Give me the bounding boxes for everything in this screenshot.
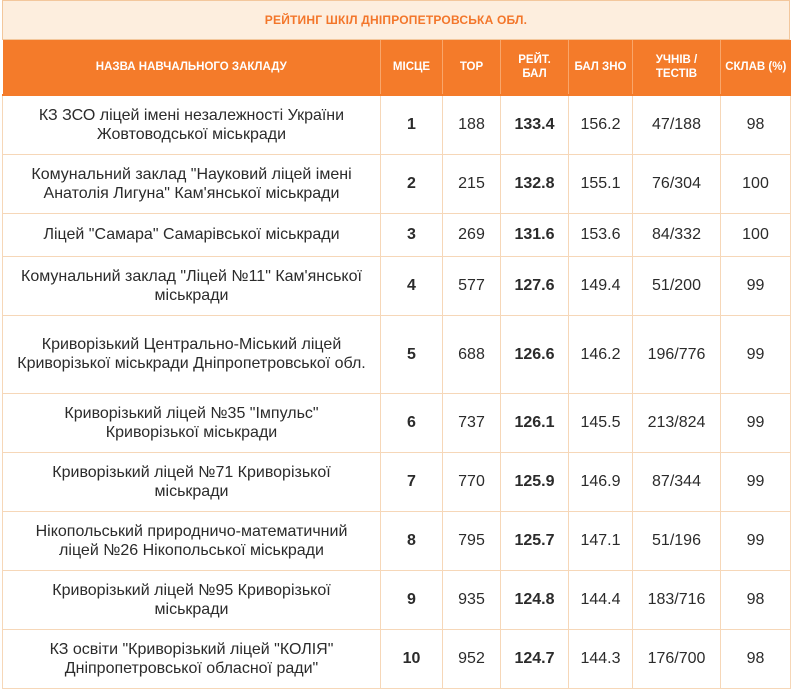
place-cell: 6 (381, 393, 443, 452)
header-top: ТОР (443, 40, 501, 95)
zno-cell: 147.1 (569, 511, 633, 570)
students-cell: 47/188 (633, 95, 721, 154)
school-name: Криворізький ліцей №95 Криворізької міськради (3, 570, 381, 629)
passed-cell: 99 (721, 256, 791, 315)
students-cell: 87/344 (633, 452, 721, 511)
top-cell: 737 (443, 393, 501, 452)
table-row (3, 256, 791, 315)
passed-cell: 99 (721, 315, 791, 393)
top-cell: 795 (443, 511, 501, 570)
rating-cell: 132.8 (501, 154, 569, 213)
zno-cell: 149.4 (569, 256, 633, 315)
school-name: КЗ освіти "Криворізький ліцей "КОЛІЯ" Дніпропетровської обласної ради" (3, 629, 381, 688)
students-cell: 51/200 (633, 256, 721, 315)
header-name: НАЗВА НАВЧАЛЬНОГО ЗАКЛАДУ (3, 40, 381, 95)
top-cell: 770 (443, 452, 501, 511)
students-cell: 196/776 (633, 315, 721, 393)
place-cell: 4 (381, 256, 443, 315)
place-cell: 3 (381, 213, 443, 256)
header-zno: БАЛ ЗНО (569, 40, 633, 95)
rating-cell: 133.4 (501, 95, 569, 154)
zno-cell: 153.6 (569, 213, 633, 256)
school-name: Криворізький ліцей №35 "Імпульс" Криворізької міськради (3, 393, 381, 452)
table-row (3, 154, 791, 213)
school-name: Нікопольський природничо-математичний ліцей №26 Нікопольської міськради (3, 511, 381, 570)
place-cell: 8 (381, 511, 443, 570)
students-cell: 183/716 (633, 570, 721, 629)
place-cell: 9 (381, 570, 443, 629)
header-passed: СКЛАВ (%) (721, 40, 791, 95)
table-row (3, 511, 791, 570)
top-cell: 269 (443, 213, 501, 256)
table-row (3, 393, 791, 452)
school-name: КЗ ЗСО ліцей імені незалежності України Жовтоводської міськради (3, 95, 381, 154)
table-row (3, 570, 791, 629)
header-row (3, 40, 791, 95)
place-cell: 5 (381, 315, 443, 393)
school-name: Криворізький Центрально-Міський ліцей Криворізької міськради Дніпропетровської обл. (3, 315, 381, 393)
zno-cell: 155.1 (569, 154, 633, 213)
rating-cell: 127.6 (501, 256, 569, 315)
passed-cell: 99 (721, 393, 791, 452)
place-cell: 1 (381, 95, 443, 154)
zno-cell: 156.2 (569, 95, 633, 154)
school-name: Комунальний заклад "Науковий ліцей імені Анатолія Лигуна" Кам'янської міськради (3, 154, 381, 213)
students-cell: 213/824 (633, 393, 721, 452)
table-title: РЕЙТИНГ ШКІЛ ДНІПРОПЕТРОВСЬКА ОБЛ. (2, 0, 790, 40)
top-cell: 952 (443, 629, 501, 688)
header-place: МІСЦЕ (381, 40, 443, 95)
rating-cell: 131.6 (501, 213, 569, 256)
zno-cell: 146.2 (569, 315, 633, 393)
place-cell: 10 (381, 629, 443, 688)
rating-cell: 124.7 (501, 629, 569, 688)
rating-cell: 125.7 (501, 511, 569, 570)
top-cell: 188 (443, 95, 501, 154)
rating-table-widget (2, 0, 790, 689)
school-name: Криворізький ліцей №71 Криворізької міськради (3, 452, 381, 511)
rating-table (2, 40, 791, 689)
table-row (3, 629, 791, 688)
header-students: УЧНІВ / ТЕСТІВ (633, 40, 721, 95)
rating-cell: 126.6 (501, 315, 569, 393)
rating-cell: 126.1 (501, 393, 569, 452)
top-cell: 688 (443, 315, 501, 393)
header-rating: РЕЙТ. БАЛ (501, 40, 569, 95)
passed-cell: 99 (721, 452, 791, 511)
top-cell: 935 (443, 570, 501, 629)
passed-cell: 100 (721, 213, 791, 256)
school-name: Ліцей "Самара" Самарівської міськради (3, 213, 381, 256)
top-cell: 215 (443, 154, 501, 213)
zno-cell: 144.4 (569, 570, 633, 629)
table-row (3, 452, 791, 511)
table-row (3, 213, 791, 256)
zno-cell: 146.9 (569, 452, 633, 511)
students-cell: 176/700 (633, 629, 721, 688)
school-name: Комунальний заклад "Ліцей №11" Кам'янської міськради (3, 256, 381, 315)
zno-cell: 145.5 (569, 393, 633, 452)
top-cell: 577 (443, 256, 501, 315)
passed-cell: 99 (721, 511, 791, 570)
place-cell: 7 (381, 452, 443, 511)
passed-cell: 100 (721, 154, 791, 213)
place-cell: 2 (381, 154, 443, 213)
students-cell: 84/332 (633, 213, 721, 256)
rating-cell: 125.9 (501, 452, 569, 511)
table-row (3, 95, 791, 154)
rating-cell: 124.8 (501, 570, 569, 629)
passed-cell: 98 (721, 95, 791, 154)
students-cell: 51/196 (633, 511, 721, 570)
table-row (3, 315, 791, 393)
passed-cell: 98 (721, 570, 791, 629)
students-cell: 76/304 (633, 154, 721, 213)
zno-cell: 144.3 (569, 629, 633, 688)
passed-cell: 98 (721, 629, 791, 688)
